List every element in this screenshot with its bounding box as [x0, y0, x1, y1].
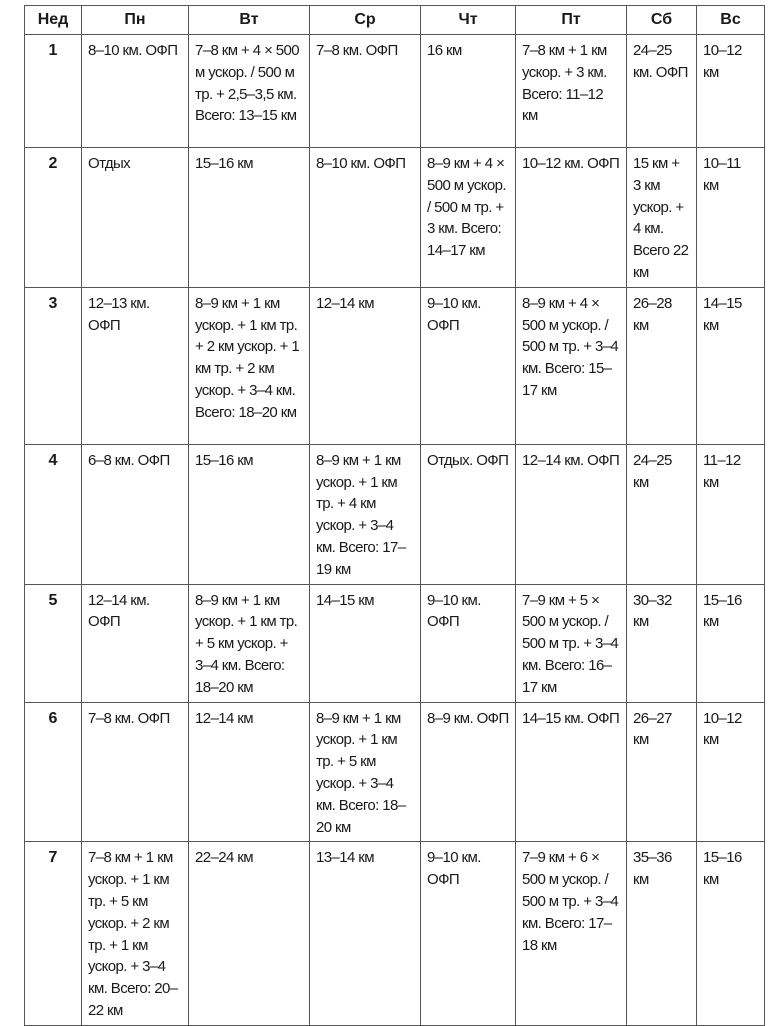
cell-tue: 8–9 км + 1 км ускор. + 1 км тр. + 2 км ускор. + 1 км тр. + 2 км ускор. + 3–4 км. Всего: 18–20 км [189, 287, 310, 444]
cell-tue: 8–9 км + 1 км ускор. + 1 км тр. + 5 км ускор. + 3–4 км. Всего: 18–20 км [189, 584, 310, 702]
week-number: 4 [25, 444, 82, 584]
cell-tue: 22–24 км [189, 842, 310, 1025]
header-mon: Пн [82, 6, 189, 35]
cell-mon: 12–14 км. ОФП [82, 584, 189, 702]
cell-sat: 26–28 км [627, 287, 697, 444]
cell-wed: 13–14 км [310, 842, 421, 1025]
cell-fri: 10–12 км. ОФП [516, 148, 627, 288]
cell-thu: 9–10 км. ОФП [421, 842, 516, 1025]
header-wed: Ср [310, 6, 421, 35]
cell-mon: 7–8 км + 1 км ускор. + 1 км тр. + 5 км ускор. + 2 км тр. + 1 км ускор. + 3–4 км. Всего: 20–22 км [82, 842, 189, 1025]
header-sat: Сб [627, 6, 697, 35]
cell-sun: 10–11 км [697, 148, 765, 288]
cell-thu: 16 км [421, 35, 516, 148]
cell-sat: 35–36 км [627, 842, 697, 1025]
table-row [25, 842, 765, 1025]
table-row [25, 35, 765, 148]
header-thu: Чт [421, 6, 516, 35]
cell-thu: 8–9 км + 4 × 500 м ускор. / 500 м тр. + 3 км. Всего: 14–17 км [421, 148, 516, 288]
training-plan-table [24, 5, 765, 1026]
cell-tue: 15–16 км [189, 444, 310, 584]
header-tue: Вт [189, 6, 310, 35]
week-number: 6 [25, 702, 82, 842]
cell-wed: 8–9 км + 1 км ускор. + 1 км тр. + 5 км ускор. + 3–4 км. Всего: 18–20 км [310, 702, 421, 842]
header-fri: Пт [516, 6, 627, 35]
cell-sun: 15–16 км [697, 842, 765, 1025]
week-number: 7 [25, 842, 82, 1025]
cell-sat: 24–25 км [627, 444, 697, 584]
cell-mon: 7–8 км. ОФП [82, 702, 189, 842]
cell-sat: 30–32 км [627, 584, 697, 702]
cell-tue: 7–8 км + 4 × 500 м ускор. / 500 м тр. + 2,5–3,5 км. Всего: 13–15 км [189, 35, 310, 148]
table-row [25, 148, 765, 288]
cell-tue: 15–16 км [189, 148, 310, 288]
cell-wed: 8–9 км + 1 км ускор. + 1 км тр. + 4 км ускор. + 3–4 км. Всего: 17–19 км [310, 444, 421, 584]
cell-mon: Отдых [82, 148, 189, 288]
cell-sat: 15 км + 3 км ускор. + 4 км. Всего 22 км [627, 148, 697, 288]
cell-thu: Отдых. ОФП [421, 444, 516, 584]
table-row [25, 584, 765, 702]
header-week: Нед [25, 6, 82, 35]
week-number: 3 [25, 287, 82, 444]
cell-sun: 15–16 км [697, 584, 765, 702]
cell-thu: 9–10 км. ОФП [421, 287, 516, 444]
cell-sun: 10–12 км [697, 702, 765, 842]
cell-wed: 14–15 км [310, 584, 421, 702]
cell-mon: 8–10 км. ОФП [82, 35, 189, 148]
cell-fri: 7–9 км + 6 × 500 м ускор. / 500 м тр. + 3–4 км. Всего: 17–18 км [516, 842, 627, 1025]
cell-sat: 24–25 км. ОФП [627, 35, 697, 148]
cell-fri: 7–9 км + 5 × 500 м ускор. / 500 м тр. + 3–4 км. Всего: 16–17 км [516, 584, 627, 702]
header-sun: Вс [697, 6, 765, 35]
table-row [25, 702, 765, 842]
cell-wed: 7–8 км. ОФП [310, 35, 421, 148]
cell-fri: 8–9 км + 4 × 500 м ускор. / 500 м тр. + 3–4 км. Всего: 15–17 км [516, 287, 627, 444]
cell-wed: 8–10 км. ОФП [310, 148, 421, 288]
cell-wed: 12–14 км [310, 287, 421, 444]
week-number: 5 [25, 584, 82, 702]
header-row [25, 6, 765, 35]
table-row [25, 287, 765, 444]
cell-tue: 12–14 км [189, 702, 310, 842]
cell-sun: 10–12 км [697, 35, 765, 148]
cell-fri: 7–8 км + 1 км ускор. + 3 км. Всего: 11–12 км [516, 35, 627, 148]
week-number: 1 [25, 35, 82, 148]
cell-thu: 9–10 км. ОФП [421, 584, 516, 702]
cell-mon: 12–13 км. ОФП [82, 287, 189, 444]
cell-thu: 8–9 км. ОФП [421, 702, 516, 842]
cell-sun: 14–15 км [697, 287, 765, 444]
week-number: 2 [25, 148, 82, 288]
cell-sat: 26–27 км [627, 702, 697, 842]
cell-mon: 6–8 км. ОФП [82, 444, 189, 584]
cell-sun: 11–12 км [697, 444, 765, 584]
table-row [25, 444, 765, 584]
cell-fri: 12–14 км. ОФП [516, 444, 627, 584]
cell-fri: 14–15 км. ОФП [516, 702, 627, 842]
